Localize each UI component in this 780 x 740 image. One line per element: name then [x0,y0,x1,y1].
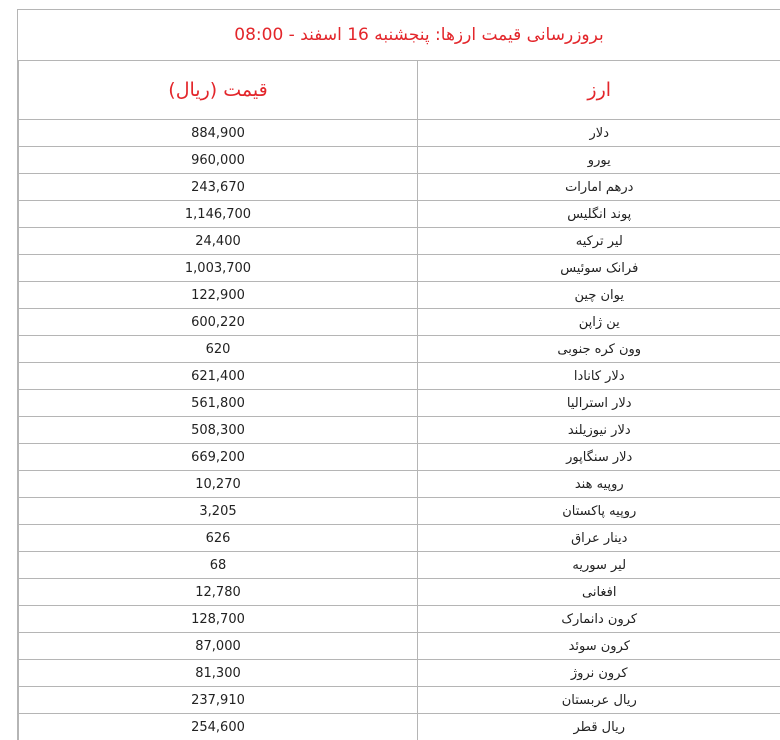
table-row [19,471,780,498]
price-cell: 243,670 [19,174,418,201]
table-row [19,174,780,201]
currency-name-cell: روپیه پاکستان [418,498,780,525]
price-cell: 1,146,700 [19,201,418,228]
table-row [19,714,780,740]
price-cell: 600,220 [19,309,418,336]
currency-name-cell: دینار عراق [418,525,780,552]
currency-name-cell: دلار کانادا [418,363,780,390]
price-cell: 960,000 [19,147,418,174]
currency-name-cell: دلار استرالیا [418,390,780,417]
price-cell: 508,300 [19,417,418,444]
price-cell: 626 [19,525,418,552]
currency-name-cell: درهم امارات [418,174,780,201]
table-row [19,309,780,336]
currency-name-cell: ریال عربستان [418,687,780,714]
price-cell: 81,300 [19,660,418,687]
title-row [18,10,780,61]
price-cell: 10,270 [19,471,418,498]
price-cell: 884,900 [19,120,418,147]
table-body [19,120,780,740]
price-table-container [17,9,780,740]
page-title: بروزرسانی قیمت ارزها: پنجشنبه 16 اسفند - 08:00 [234,25,604,45]
table-row [19,228,780,255]
currency-name-cell: دلار [418,120,780,147]
price-cell: 3,205 [19,498,418,525]
table-row [19,336,780,363]
table-row [19,552,780,579]
currency-name-cell: کرون دانمارک [418,606,780,633]
table-header-row [19,61,780,120]
table-row [19,147,780,174]
currency-name-cell: ریال قطر [418,714,780,740]
currency-name-cell: کرون سوئد [418,633,780,660]
currency-name-cell: لیر سوریه [418,552,780,579]
currency-column-header: ارز [418,61,780,120]
currency-name-cell: یورو [418,147,780,174]
currency-price-table [18,61,780,740]
price-cell: 237,910 [19,687,418,714]
price-cell: 561,800 [19,390,418,417]
price-column-header: قیمت (ریال) [19,61,418,120]
table-row [19,417,780,444]
price-cell: 621,400 [19,363,418,390]
price-cell: 12,780 [19,579,418,606]
currency-name-cell: روپیه هند [418,471,780,498]
currency-name-cell: کرون نروژ [418,660,780,687]
price-cell: 24,400 [19,228,418,255]
price-cell: 128,700 [19,606,418,633]
price-cell: 1,003,700 [19,255,418,282]
table-row [19,579,780,606]
currency-name-cell: لیر ترکیه [418,228,780,255]
currency-name-cell: وون کره جنوبی [418,336,780,363]
price-cell: 669,200 [19,444,418,471]
currency-name-cell: ین ژاپن [418,309,780,336]
table-row [19,390,780,417]
currency-name-cell: دلار نیوزیلند [418,417,780,444]
table-row [19,120,780,147]
table-row [19,633,780,660]
table-row [19,282,780,309]
price-cell: 68 [19,552,418,579]
table-row [19,606,780,633]
table-row [19,498,780,525]
price-cell: 122,900 [19,282,418,309]
price-cell: 87,000 [19,633,418,660]
table-row [19,444,780,471]
currency-name-cell: دلار سنگاپور [418,444,780,471]
price-cell: 254,600 [19,714,418,740]
table-row [19,255,780,282]
table-row [19,525,780,552]
currency-name-cell: یوان چین [418,282,780,309]
price-cell: 620 [19,336,418,363]
table-row [19,687,780,714]
currency-name-cell: فرانک سوئیس [418,255,780,282]
table-row [19,363,780,390]
currency-name-cell: افغانی [418,579,780,606]
currency-name-cell: پوند انگلیس [418,201,780,228]
table-row [19,660,780,687]
table-row [19,201,780,228]
